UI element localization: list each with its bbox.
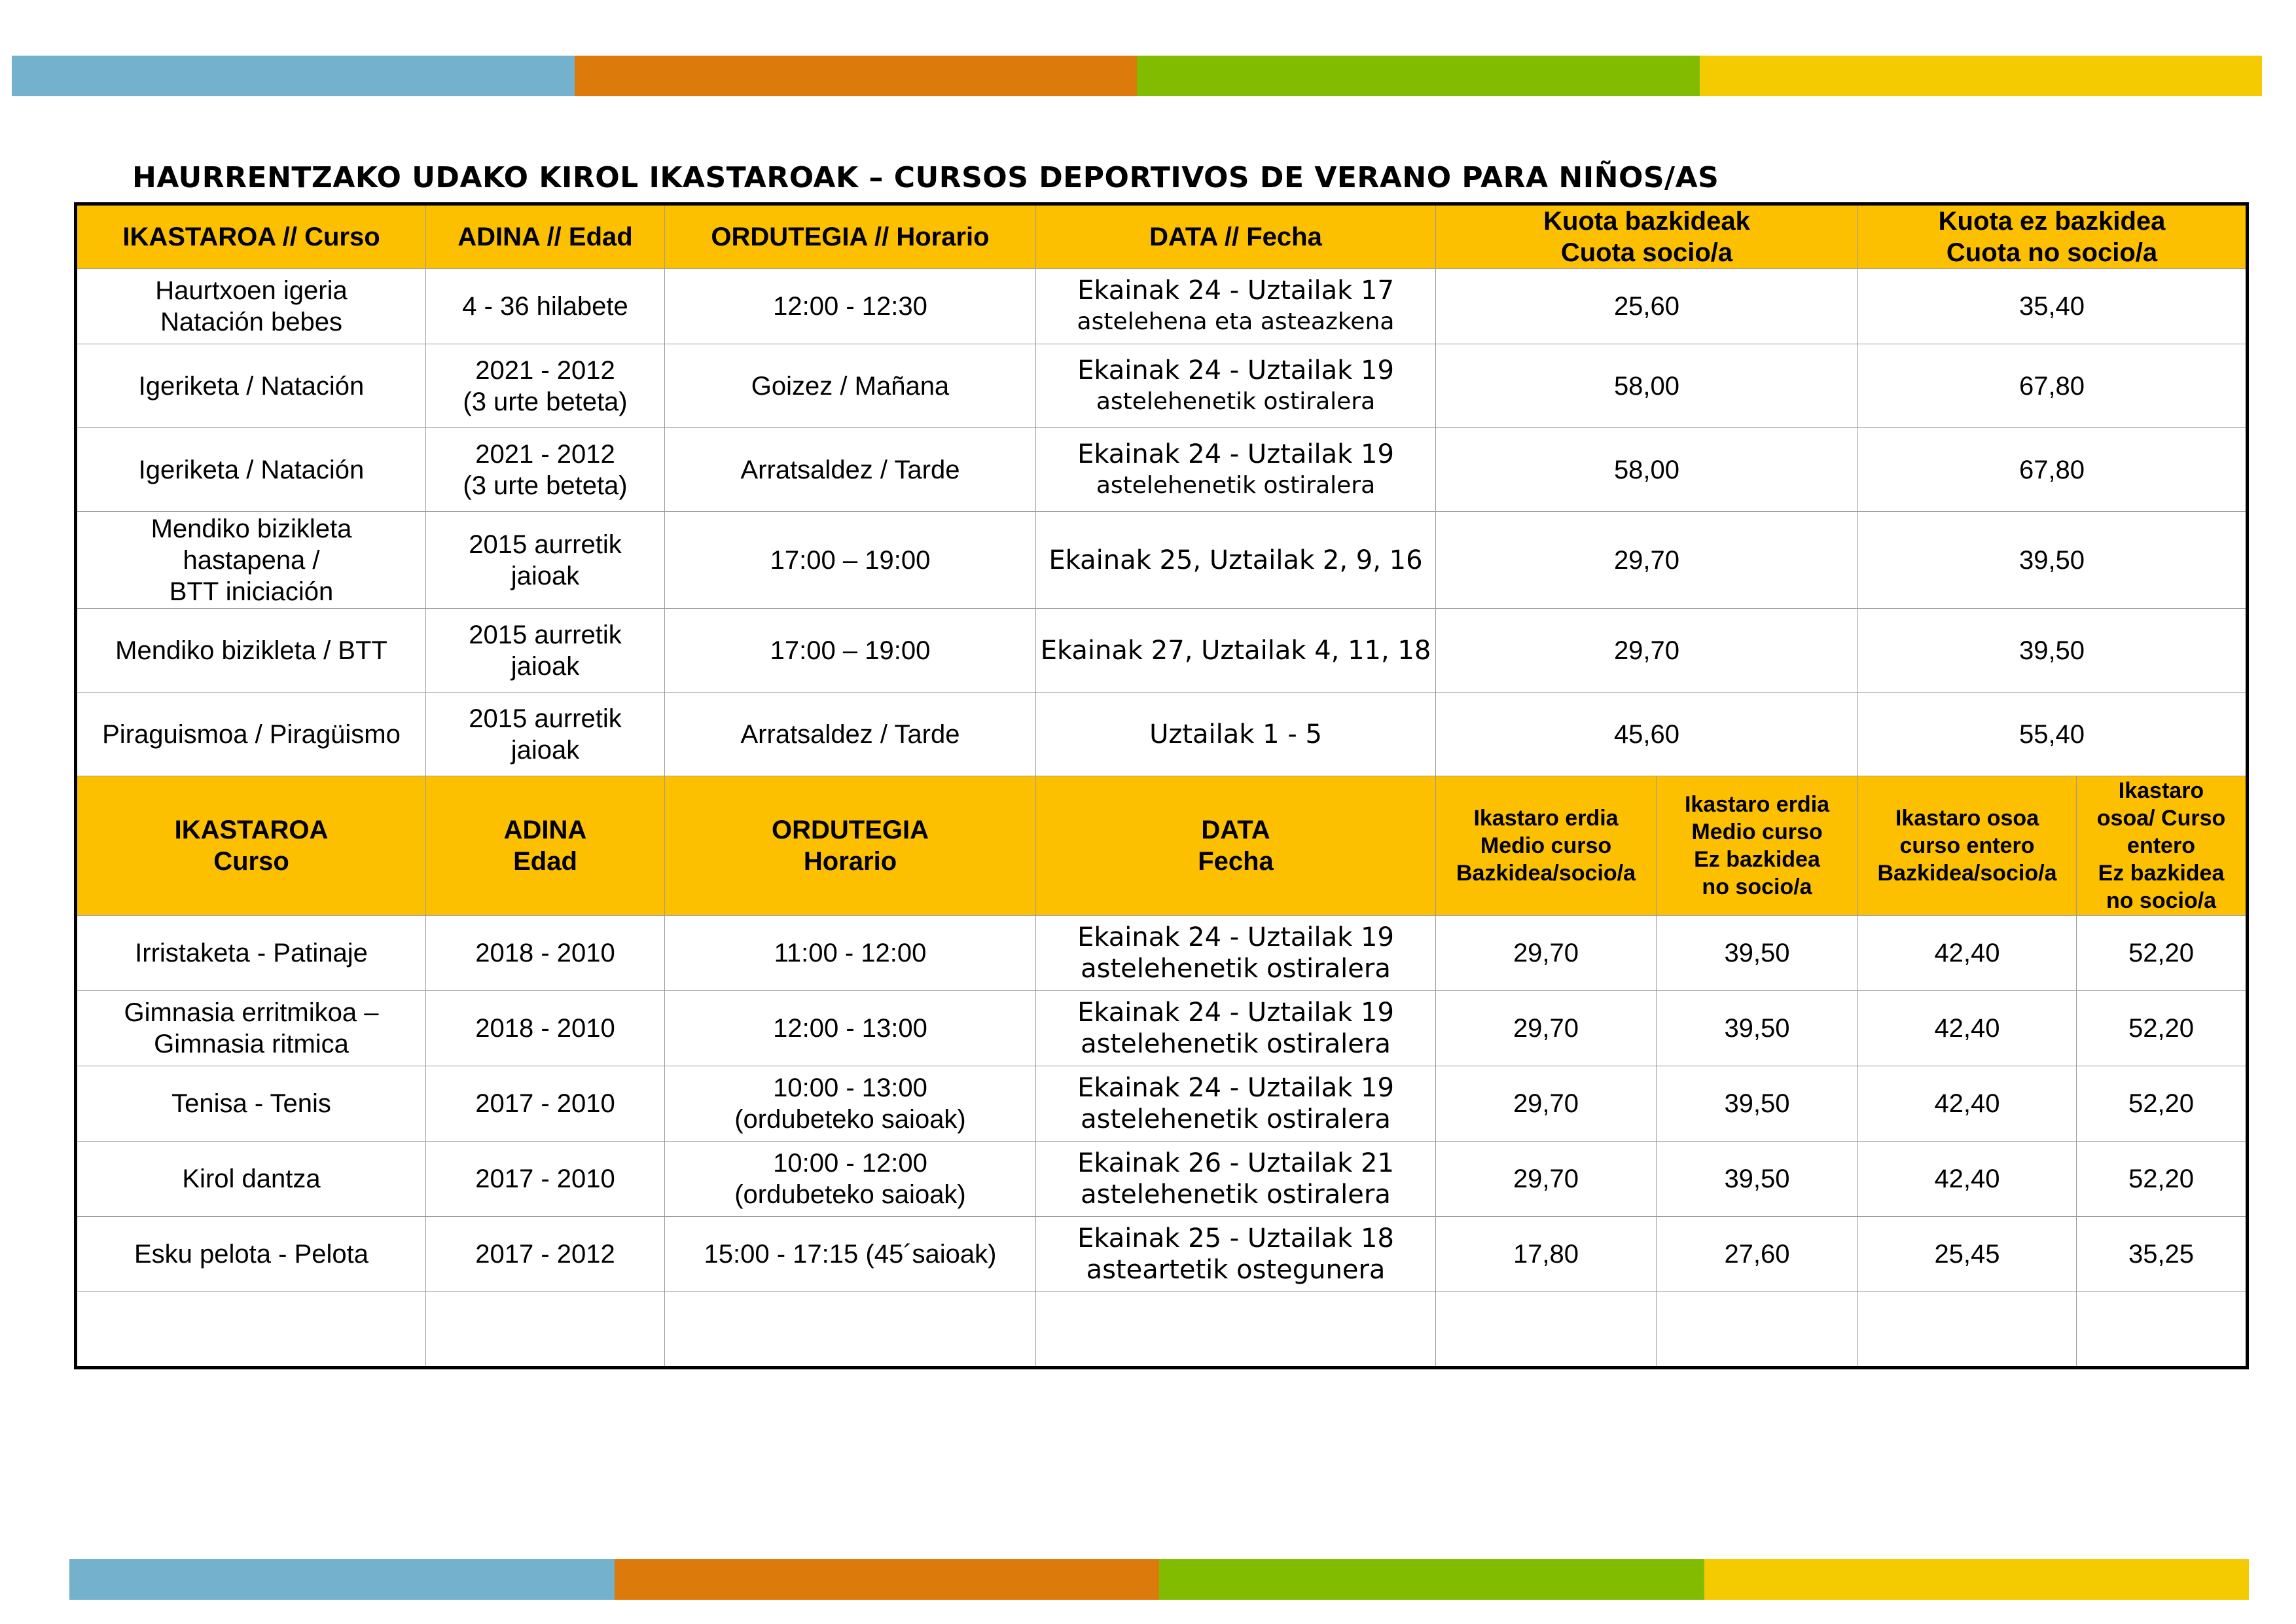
header-age xyxy=(426,204,665,269)
schedule-cell-line: (ordubeteko saioak) xyxy=(734,1105,966,1134)
stripe-green xyxy=(1159,1559,1704,1600)
schedule-cell xyxy=(665,991,1036,1066)
table-row xyxy=(76,1142,2248,1217)
nonmember-fee-cell xyxy=(1858,512,2248,609)
age-cell xyxy=(426,1066,665,1142)
half-nonmember-fee-cell xyxy=(1657,1142,1858,1217)
date-cell xyxy=(1036,428,1436,512)
date-cell xyxy=(1036,512,1436,609)
full-member-fee-cell-line: 42,40 xyxy=(1934,939,2000,967)
table-row xyxy=(76,1066,2248,1142)
full-member-fee-cell-line: 42,40 xyxy=(1934,1164,2000,1193)
schedule-cell xyxy=(665,269,1036,344)
age-cell xyxy=(426,512,665,609)
age-cell xyxy=(426,1217,665,1292)
course-cell-line: Mendiko bizikleta xyxy=(151,514,352,543)
header2-full-nonmember-line: Ez bazkidea xyxy=(2098,861,2225,886)
course-cell xyxy=(76,609,426,693)
course-cell xyxy=(76,512,426,609)
course-cell-line: BTT iniciación xyxy=(169,577,334,606)
header2-age xyxy=(426,776,665,916)
age-cell xyxy=(426,693,665,776)
full-nonmember-fee-cell-line: 35,25 xyxy=(2128,1240,2195,1269)
top-color-stripe xyxy=(12,56,2262,96)
nonmember-fee-cell xyxy=(1858,693,2248,776)
empty-cell xyxy=(2077,1292,2248,1368)
nonmember-fee-cell-line: 67,80 xyxy=(2018,455,2085,484)
header2-schedule xyxy=(665,776,1036,916)
course-cell xyxy=(76,269,426,344)
header-date-line: DATA // Fecha xyxy=(1149,223,1322,251)
full-nonmember-fee-cell xyxy=(2077,1217,2248,1292)
age-cell xyxy=(426,344,665,428)
header-nonmember-fee-line: Kuota ez bazkidea xyxy=(1938,207,2166,236)
schedule-cell xyxy=(665,344,1036,428)
header-course xyxy=(76,204,426,269)
header2-full-nonmember-line: entero xyxy=(2127,833,2195,858)
nonmember-fee-cell xyxy=(1858,428,2248,512)
schedule-cell-line: Arratsaldez / Tarde xyxy=(740,719,960,749)
age-cell xyxy=(426,609,665,693)
member-fee-cell-line: 25,60 xyxy=(1613,292,1680,321)
header2-course-line: Curso xyxy=(213,847,289,876)
member-fee-cell-line: 58,00 xyxy=(1613,455,1680,484)
empty-cell xyxy=(76,1292,426,1368)
full-nonmember-fee-cell xyxy=(2077,916,2248,991)
schedule-cell xyxy=(665,916,1036,991)
course-cell xyxy=(76,916,426,991)
course-cell xyxy=(76,991,426,1066)
course-cell-line: Igeriketa / Natación xyxy=(138,371,365,401)
full-member-fee-cell xyxy=(1858,991,2077,1066)
stripe-orange xyxy=(615,1559,1160,1600)
header2-half-nonmember-line: no socio/a xyxy=(1702,875,1812,899)
half-nonmember-fee-cell xyxy=(1657,916,1858,991)
table-row xyxy=(76,916,2248,991)
table-row xyxy=(76,1217,2248,1292)
table-row xyxy=(76,512,2248,609)
age-cell-line: jaioak xyxy=(511,651,580,681)
half-nonmember-fee-cell-line: 39,50 xyxy=(1724,1014,1790,1043)
date-cell-line: asteartetik ostegunera xyxy=(1086,1255,1386,1285)
table-row xyxy=(76,609,2248,693)
empty-cell xyxy=(426,1292,665,1368)
course-cell-line: Gimnasia ritmica xyxy=(154,1030,349,1058)
header-nonmember-fee xyxy=(1858,204,2248,269)
nonmember-fee-cell xyxy=(1858,269,2248,344)
empty-row xyxy=(76,1292,2248,1368)
member-fee-cell-line: 45,60 xyxy=(1613,719,1680,749)
member-fee-cell xyxy=(1436,269,1858,344)
age-cell-line: 2017 - 2010 xyxy=(475,1164,615,1193)
header-member-fee-line: Kuota bazkideak xyxy=(1543,207,1750,236)
empty-cell xyxy=(1657,1292,1858,1368)
age-cell-line: 2018 - 2010 xyxy=(475,1014,615,1043)
full-member-fee-cell-line: 42,40 xyxy=(1934,1014,2000,1043)
course-cell xyxy=(76,428,426,512)
course-cell-line: Irristaketa - Patinaje xyxy=(135,939,368,967)
full-nonmember-fee-cell-line: 52,20 xyxy=(2128,1014,2195,1043)
course-cell-line: Piraguismoa / Piragüismo xyxy=(102,719,401,749)
member-fee-cell-line: 29,70 xyxy=(1613,545,1680,575)
full-nonmember-fee-cell xyxy=(2077,1066,2248,1142)
date-cell-line: Ekainak 24 - Uztailak 19 xyxy=(1077,1073,1394,1103)
header2-age-line: ADINA xyxy=(503,816,587,844)
full-member-fee-cell xyxy=(1858,1066,2077,1142)
member-fee-cell-line: 29,70 xyxy=(1613,636,1680,665)
page-title: HAURRENTZAKO UDAKO KIROL IKASTAROAK – CURSOS DEPORTIVOS DE VERANO PARA NIÑOS/AS xyxy=(132,161,1719,194)
age-cell-line: 2015 aurretik xyxy=(469,620,622,649)
full-member-fee-cell xyxy=(1858,1142,2077,1217)
age-cell xyxy=(426,428,665,512)
schedule-cell xyxy=(665,428,1036,512)
header-member-fee xyxy=(1436,204,1858,269)
nonmember-fee-cell-line: 35,40 xyxy=(2018,292,2085,321)
age-cell xyxy=(426,916,665,991)
nonmember-fee-cell-line: 67,80 xyxy=(2018,371,2085,401)
date-cell xyxy=(1036,609,1436,693)
stripe-orange xyxy=(575,56,1138,96)
header2-full-nonmember-line: Ikastaro xyxy=(2118,778,2204,803)
empty-cell xyxy=(1036,1292,1436,1368)
schedule-cell-line: 17:00 – 19:00 xyxy=(770,545,931,575)
empty-cell xyxy=(1858,1292,2077,1368)
header2-half-member-line: Bazkidea/socio/a xyxy=(1456,861,1636,886)
header2-half-member-line: Medio curso xyxy=(1480,833,1612,858)
header2-full-nonmember-line: osoa/ Curso xyxy=(2096,806,2226,831)
table1-header-row xyxy=(76,204,2248,269)
course-cell-line: Igeriketa / Natación xyxy=(138,455,365,484)
schedule-cell-line: 11:00 - 12:00 xyxy=(774,939,927,967)
header2-full-member-line: Bazkidea/socio/a xyxy=(1877,861,2057,886)
date-cell-line: Ekainak 24 - Uztailak 19 xyxy=(1077,922,1394,952)
schedule-cell xyxy=(665,609,1036,693)
header2-date-line: Fecha xyxy=(1198,847,1274,876)
header2-full-member xyxy=(1858,776,2077,916)
full-nonmember-fee-cell-line: 52,20 xyxy=(2128,939,2195,967)
schedule-cell xyxy=(665,693,1036,776)
schedule-cell-line: (ordubeteko saioak) xyxy=(734,1180,966,1209)
full-member-fee-cell xyxy=(1858,916,2077,991)
schedule-cell-line: Arratsaldez / Tarde xyxy=(740,455,960,484)
course-cell-line: Esku pelota - Pelota xyxy=(134,1240,368,1269)
nonmember-fee-cell-line: 55,40 xyxy=(2018,719,2085,749)
half-member-fee-cell-line: 17,80 xyxy=(1513,1240,1579,1269)
stripe-yellow xyxy=(1700,56,2263,96)
schedule-cell-line: 17:00 – 19:00 xyxy=(770,636,931,665)
header2-date-line: DATA xyxy=(1201,816,1270,844)
schedule-cell-line: 12:00 - 13:00 xyxy=(773,1014,927,1043)
date-cell-line: Ekainak 24 - Uztailak 19 xyxy=(1077,998,1394,1028)
course-cell-line: Gimnasia erritmikoa – xyxy=(124,998,379,1027)
date-cell-line: astelehenetik ostiralera xyxy=(1081,954,1391,984)
stripe-green xyxy=(1137,56,1700,96)
member-fee-cell xyxy=(1436,693,1858,776)
half-nonmember-fee-cell-line: 27,60 xyxy=(1724,1240,1790,1269)
table-row xyxy=(76,693,2248,776)
full-nonmember-fee-cell xyxy=(2077,991,2248,1066)
table-row xyxy=(76,991,2248,1066)
stripe-yellow xyxy=(1704,1559,2250,1600)
age-cell-line: 2015 aurretik xyxy=(469,530,622,559)
nonmember-fee-cell xyxy=(1858,344,2248,428)
course-cell xyxy=(76,693,426,776)
half-member-fee-cell xyxy=(1436,991,1657,1066)
schedule-cell xyxy=(665,1066,1036,1142)
header-nonmember-fee-line: Cuota no socio/a xyxy=(1946,238,2158,267)
courses-table xyxy=(74,202,2249,1369)
header2-half-nonmember-line: Ikastaro erdia xyxy=(1684,792,1830,817)
header-schedule xyxy=(665,204,1036,269)
date-cell-line: Ekainak 27, Uztailak 4, 11, 18 xyxy=(1040,635,1431,666)
date-cell xyxy=(1036,693,1436,776)
course-cell-line: Natación bebes xyxy=(160,308,342,336)
table-row xyxy=(76,269,2248,344)
date-cell-line: astelehenetik ostiralera xyxy=(1081,1180,1391,1210)
member-fee-cell xyxy=(1436,512,1858,609)
header-course-line: IKASTAROA // Curso xyxy=(122,223,380,251)
date-cell xyxy=(1036,916,1436,991)
course-cell-line: Mendiko bizikleta / BTT xyxy=(115,636,387,665)
header2-half-member xyxy=(1436,776,1657,916)
table-body xyxy=(76,204,2248,1368)
header2-full-member-line: curso entero xyxy=(1899,833,2035,858)
full-nonmember-fee-cell-line: 52,20 xyxy=(2128,1164,2195,1193)
age-cell-line: (3 urte beteta) xyxy=(463,471,628,500)
half-member-fee-cell-line: 29,70 xyxy=(1513,939,1579,967)
header2-age-line: Edad xyxy=(513,847,577,876)
date-cell xyxy=(1036,344,1436,428)
age-cell xyxy=(426,1142,665,1217)
header-age-line: ADINA // Edad xyxy=(457,223,633,251)
course-cell xyxy=(76,1142,426,1217)
age-cell-line: jaioak xyxy=(511,735,580,765)
course-cell-line: Tenisa - Tenis xyxy=(171,1089,331,1118)
date-cell-line: Ekainak 25, Uztailak 2, 9, 16 xyxy=(1049,545,1423,575)
half-member-fee-cell-line: 29,70 xyxy=(1513,1014,1579,1043)
date-cell-line: Ekainak 24 - Uztailak 19 xyxy=(1077,355,1394,386)
header2-half-nonmember-line: Medio curso xyxy=(1691,820,1823,844)
full-member-fee-cell-line: 42,40 xyxy=(1934,1089,2000,1118)
age-cell-line: 2021 - 2012 xyxy=(475,355,615,385)
full-member-fee-cell-line: 25,45 xyxy=(1934,1240,2000,1269)
full-nonmember-fee-cell-line: 52,20 xyxy=(2128,1089,2195,1118)
bottom-color-stripe xyxy=(69,1559,2249,1600)
half-member-fee-cell xyxy=(1436,1217,1657,1292)
half-nonmember-fee-cell xyxy=(1657,991,1858,1066)
date-cell xyxy=(1036,1066,1436,1142)
age-cell-line: 2015 aurretik xyxy=(469,704,622,733)
table-row xyxy=(76,428,2248,512)
header2-course-line: IKASTAROA xyxy=(174,816,329,844)
date-cell-line: astelehenetik ostiralera xyxy=(1081,1029,1391,1059)
course-cell-line: hastapena / xyxy=(183,545,320,575)
stripe-blue xyxy=(12,56,575,96)
empty-cell xyxy=(665,1292,1036,1368)
half-member-fee-cell-line: 29,70 xyxy=(1513,1089,1579,1118)
half-nonmember-fee-cell-line: 39,50 xyxy=(1724,939,1790,967)
course-cell xyxy=(76,344,426,428)
header2-half-member-line: Ikastaro erdia xyxy=(1473,806,1619,831)
schedule-cell-line: 10:00 - 12:00 xyxy=(773,1149,927,1178)
header2-half-nonmember-line: Ez bazkidea xyxy=(1694,847,1820,872)
date-cell-line: Ekainak 24 - Uztailak 17 xyxy=(1077,276,1394,306)
schedule-cell xyxy=(665,1217,1036,1292)
age-cell-line: 2017 - 2012 xyxy=(475,1240,615,1269)
schedule-cell-line: 15:00 - 17:15 (45´saioak) xyxy=(704,1240,997,1269)
half-nonmember-fee-cell xyxy=(1657,1217,1858,1292)
schedule-cell xyxy=(665,512,1036,609)
stripe-blue xyxy=(69,1559,615,1600)
age-cell-line: (3 urte beteta) xyxy=(463,387,628,416)
age-cell-line: jaioak xyxy=(511,561,580,590)
half-nonmember-fee-cell xyxy=(1657,1066,1858,1142)
date-cell-line: Uztailak 1 - 5 xyxy=(1149,719,1322,749)
date-cell-line: astelehena eta asteazkena xyxy=(1077,308,1395,335)
member-fee-cell xyxy=(1436,609,1858,693)
schedule-cell-line: Goizez / Mañana xyxy=(751,371,950,401)
table2-header-row xyxy=(76,776,2248,916)
nonmember-fee-cell xyxy=(1858,609,2248,693)
schedule-cell-line: 10:00 - 13:00 xyxy=(773,1074,927,1102)
date-cell-line: Ekainak 25 - Uztailak 18 xyxy=(1077,1223,1394,1254)
header2-schedule-line: ORDUTEGIA xyxy=(772,816,929,844)
nonmember-fee-cell-line: 39,50 xyxy=(2018,636,2085,665)
date-cell xyxy=(1036,1217,1436,1292)
header-schedule-line: ORDUTEGIA // Horario xyxy=(711,223,990,251)
full-member-fee-cell xyxy=(1858,1217,2077,1292)
table-row xyxy=(76,344,2248,428)
header-date xyxy=(1036,204,1436,269)
half-member-fee-cell xyxy=(1436,1066,1657,1142)
age-cell xyxy=(426,269,665,344)
half-member-fee-cell-line: 29,70 xyxy=(1513,1164,1579,1193)
date-cell xyxy=(1036,1142,1436,1217)
date-cell-line: astelehenetik ostiralera xyxy=(1096,388,1376,415)
empty-cell xyxy=(1436,1292,1657,1368)
half-nonmember-fee-cell-line: 39,50 xyxy=(1724,1164,1790,1193)
header2-full-member-line: Ikastaro osoa xyxy=(1895,806,2039,831)
date-cell-line: astelehenetik ostiralera xyxy=(1081,1104,1391,1134)
age-cell-line: 2018 - 2010 xyxy=(475,939,615,967)
date-cell-line: astelehenetik ostiralera xyxy=(1096,471,1376,499)
header2-full-nonmember xyxy=(2077,776,2248,916)
nonmember-fee-cell-line: 39,50 xyxy=(2018,545,2085,575)
header2-course xyxy=(76,776,426,916)
half-member-fee-cell xyxy=(1436,1142,1657,1217)
course-cell xyxy=(76,1066,426,1142)
course-cell-line: Haurtxoen igeria xyxy=(155,276,348,305)
date-cell-line: Ekainak 26 - Uztailak 21 xyxy=(1077,1148,1394,1178)
half-nonmember-fee-cell-line: 39,50 xyxy=(1724,1089,1790,1118)
course-cell xyxy=(76,1217,426,1292)
date-cell xyxy=(1036,269,1436,344)
half-member-fee-cell xyxy=(1436,916,1657,991)
header2-full-nonmember-line: no socio/a xyxy=(2106,888,2217,913)
header2-schedule-line: Horario xyxy=(803,847,897,876)
date-cell xyxy=(1036,991,1436,1066)
schedule-cell-line: 12:00 - 12:30 xyxy=(773,292,927,321)
member-fee-cell xyxy=(1436,428,1858,512)
schedule-cell xyxy=(665,1142,1036,1217)
course-cell-line: Kirol dantza xyxy=(182,1164,321,1193)
date-cell-line: Ekainak 24 - Uztailak 19 xyxy=(1077,439,1394,469)
header2-half-nonmember xyxy=(1657,776,1858,916)
header2-date xyxy=(1036,776,1436,916)
member-fee-cell xyxy=(1436,344,1858,428)
member-fee-cell-line: 58,00 xyxy=(1613,371,1680,401)
header-member-fee-line: Cuota socio/a xyxy=(1560,238,1733,267)
age-cell-line: 2017 - 2010 xyxy=(475,1089,615,1118)
age-cell-line: 2021 - 2012 xyxy=(475,439,615,469)
age-cell-line: 4 - 36 hilabete xyxy=(462,292,628,321)
full-nonmember-fee-cell xyxy=(2077,1142,2248,1217)
age-cell xyxy=(426,991,665,1066)
